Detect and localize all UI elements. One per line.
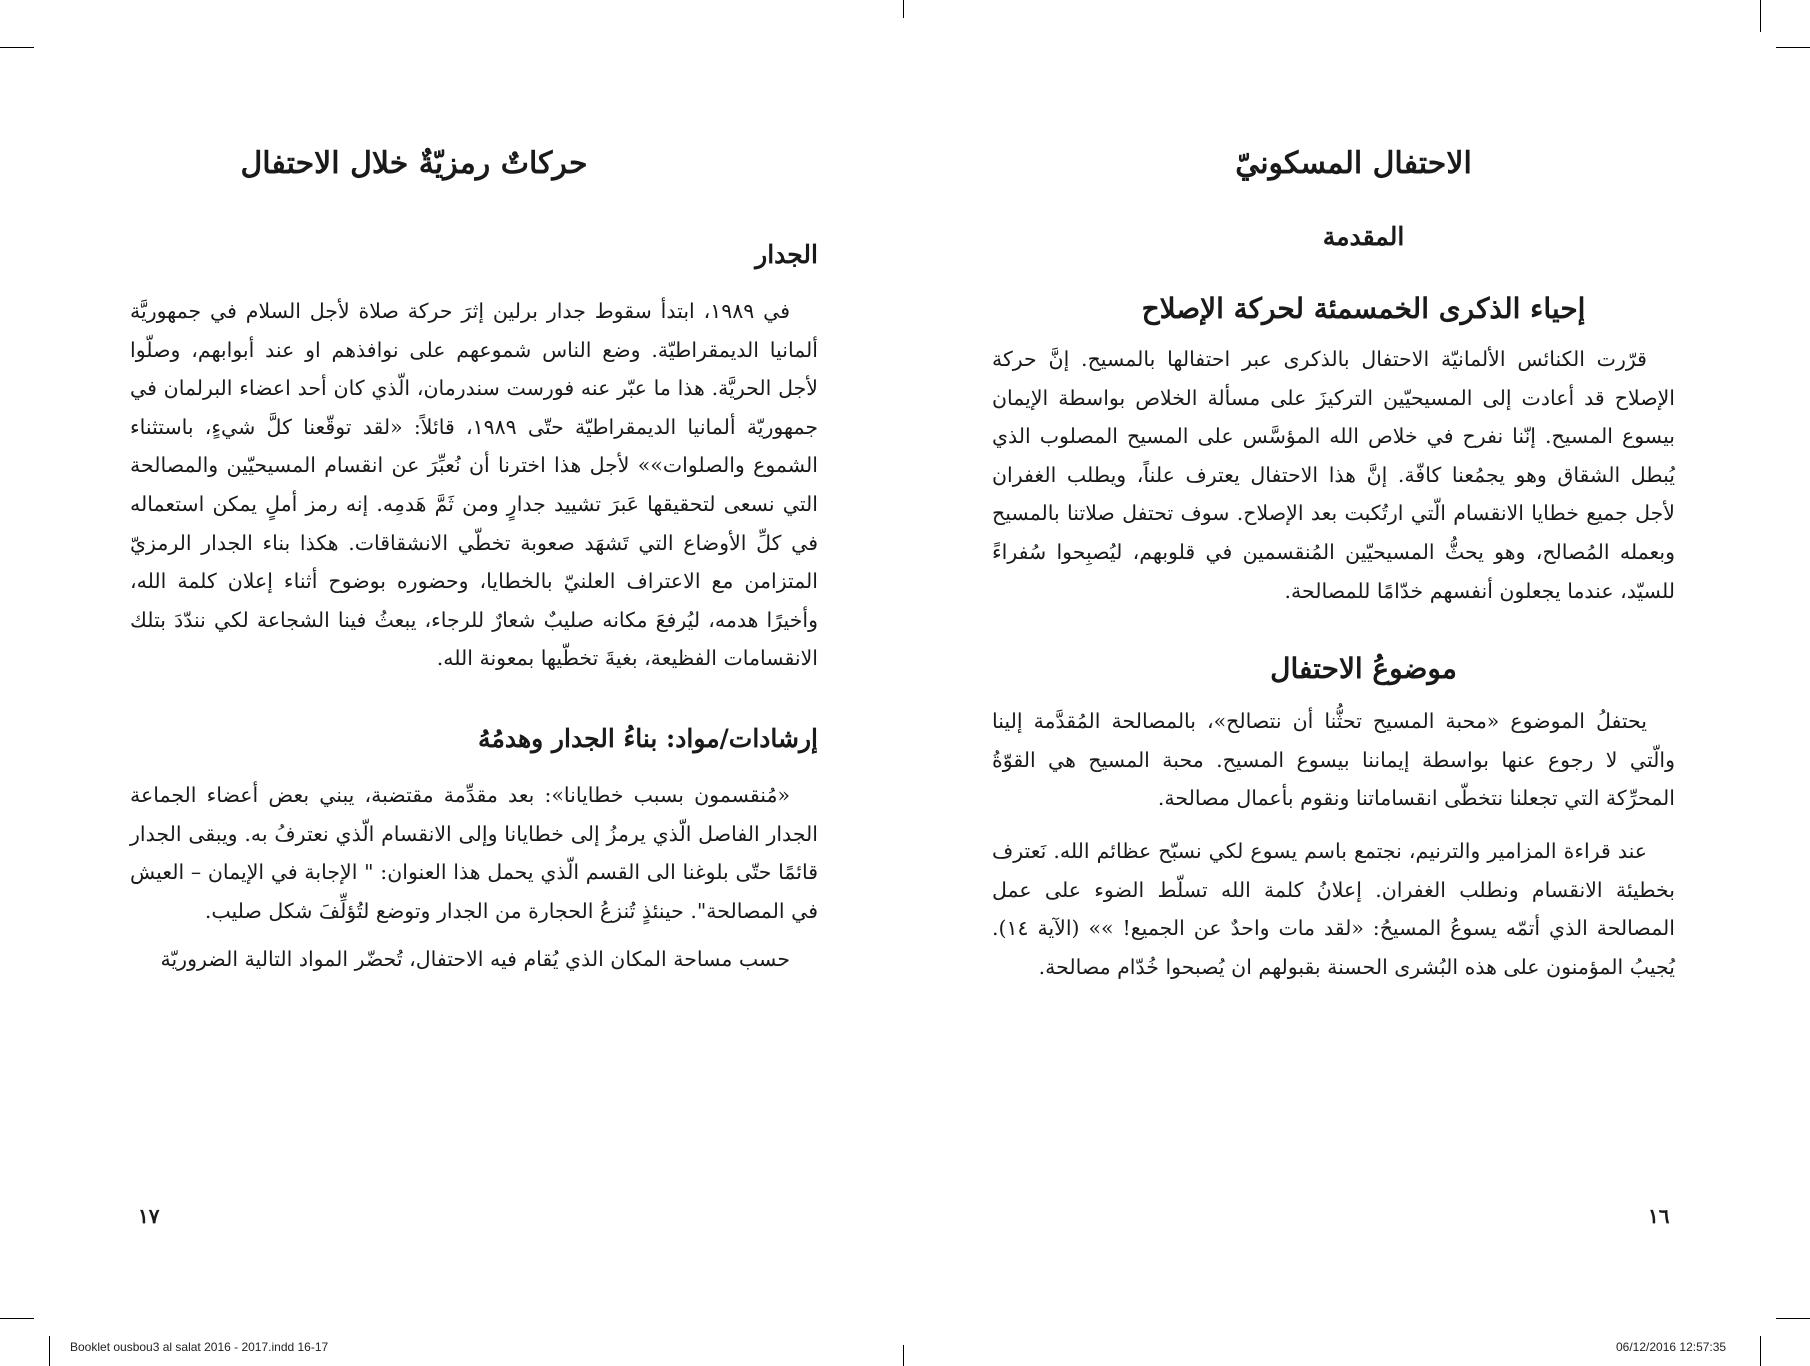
theme-paragraph-2: عند قراءة المزامير والترنيم، نجتمع باسم يسوع لكي نسبّح عظائم الله. نَعترف بخطيئة الانقسام ونطلب الغفران. إعلانُ كلمة الله تسلّط الضوء على عمل المصالحة الذي أتمّه يسوعُ المسيحُ: «لقد مات واحدٌ عن الجميع! »» (الآية ١٤). يُجيبُ المؤمنون على هذه البُشرى الحسنة بقبولهم ان يُصبحوا خُدّام مصالحة. [992,838,1675,979]
reformation-anniversary-heading: إحياء الذكرى الخمسمئة لحركة الإصلاح [1141,292,1586,325]
crop-mark-bottom-right-vertical [1760,1336,1761,1366]
reformation-paragraph: قرّرت الكنائس الألمانيّة الاحتفال بالذكرى عبر احتفالها بالمسيح. إنَّ حركة الإصلاح قد أعادت إلى المسيحيّين التركيزَ على مسألة الخلاص بواسطة الإيمان بيسوع المسيح. إنّنا نفرح في خلاص الله المؤسَّس على المسيح المصلوب الذي يُبطل الشقاق وهو يجمُعنا كافّة. إنَّ هذا الاحتفال يعترف علناً، ويطلب الغفران لأجل جميع خطايا الانقسام الّتي ارتُكبت بعد الإصلاح. سوف تحتفل صلاتنا بالمسيح وبعمله المُصالح، وهو يحثُّ المسيحيّين المُنقسمين في قلوبهم، ليُصبِحوا سُفراءً للسيّد، عندما يجعلون أنفسهم خدّامًا للمصالحة. [992,347,1675,603]
left-page-number: ١٧ [138,1204,160,1228]
crop-mark-bottom-left-vertical [49,1336,50,1366]
theme-paragraph-1: يحتفلُ الموضوع «محبة المسيح تحثُّنا أن نتصالح»، بالمصالحة المُقدَّمة إلينا والّتي لا رجوع عنها بواسطة إيماننا بيسوع المسيح. محبة المسيح هي القوّةُ المحرِّكة التي تجعلنا نتخطّى انقساماتنا ونقوم بأعمال مصالحة. [992,709,1675,811]
right-page-title: الاحتفال المسكونيّ [1235,146,1472,181]
introduction-heading: المقدمة [1322,222,1405,251]
wall-paragraph: في ١٩٨٩، ابتدأ سقوط جدار برلين إثرَ حركة صلاة لأجل السلام في جمهوريَّة ألمانيا الديمقراطيّة. وضع الناس شموعهم على نوافذهم او عند أبوابهم، وصلّوا لأجل الحريَّة. هذا ما عبّر عنه فورست سندرمان، الّذي كان أحد اعضاء البرلمان في جمهوريّة ألمانيا الديمقراطيّة حتّى ١٩٨٩، قائلاً: «لقد توقّعنا كلَّ شيءٍ، باستثناء الشموع والصلوات»» لأجل هذا اخترنا أن نُعبِّرَ عن انقسام المسيحيّين والمصالحة التي نسعى لتحقيقها عَبرَ تشييد جدارٍ ومن ثَمَّ هَدمِه. إنه رمز أملٍ يمكن استعماله في كلِّ الأوضاع التي تَشهَد صعوبة تخطّي الانشقاقات. هكذا بناء الجدار الرمزيّ المتزامن مع الاعتراف العلنيّ بالخطايا، وحضوره بوضوح أثناء إعلان كلمة الله، وأخيرًا هدمه، ليُرفعَ مكانه صليبٌ شعارٌ للرجاء، يبعثُ فينا الشجاعة لكي نندّدَ بتلك الانقسامات الفظيعة، بغيةَ تخطّيها بمعونة الله. [130,299,818,671]
crop-mark-top-right [1776,47,1810,48]
instructions-paragraph: «مُنقسمون بسبب خطايانا»: بعد مقدِّمة مقتضبة، يبني بعض أعضاء الجماعة الجدار الفاصل الّذي يرمزُ إلى خطايانا وإلى الانقسام الّذي نعترفُ به. ويبقى الجدار قائمًا حتّى بلوغنا الى القسم الّذي يحمل هذا العنوان: " الإجابة في الإيمان – العيش في المصالحة". حينئذٍ تُنزعُ الحجارة من الجدار وتوضع لتُؤلِّفَ شكل صليب. [130,782,818,923]
left-page-title: حركاتٌ رمزيّةٌ خلال الاحتفال [240,146,588,181]
instructions-heading: إرشادات/مواد: بناءُ الجدار وهدمُهُ [478,723,818,753]
left-page [130,140,818,979]
crop-mark-bottom-center [903,1345,904,1366]
right-page [992,140,1675,986]
date-time-slug: 06/12/2016 12:57:35 [1616,1340,1727,1354]
wall-heading: الجدار [755,240,818,269]
crop-mark-top-left [0,47,34,48]
crop-mark-top-center [903,0,904,18]
crop-mark-top-right-vertical [1760,0,1761,32]
celebration-theme-heading: موضوعُ الاحتفال [1270,652,1457,686]
right-page-number: ١٦ [1648,1204,1670,1228]
materials-paragraph: حسب مساحة المكان الذي يُقام فيه الاحتفال، تُحضّر المواد التالية الضروريّة [160,947,790,972]
crop-mark-bottom-left [0,1318,34,1319]
crop-mark-bottom-right [1776,1318,1810,1319]
file-info-slug: Booklet ousbou3 al salat 2016 - 2017.indd 16-17 [70,1340,329,1354]
